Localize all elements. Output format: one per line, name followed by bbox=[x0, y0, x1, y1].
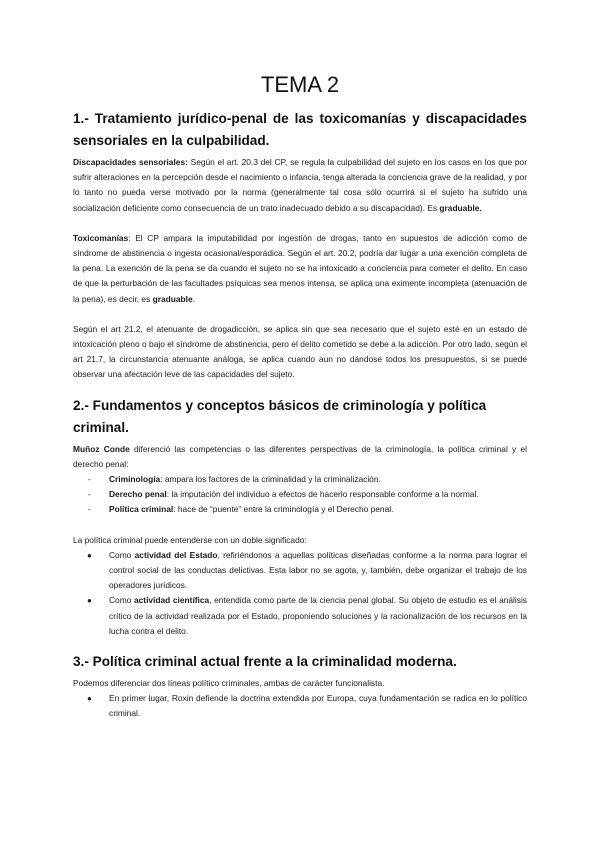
list-item: - Criminología: ampara los factores de la criminalidad y la criminalización. bbox=[88, 474, 381, 485]
paragraph-doble-significado: La política criminal puede entenderse con un doble significado: bbox=[73, 534, 307, 545]
list-item: ● Como actividad del Estado, refiriéndonos a aquellas políticas diseñadas conforme a la norma para lograr el control social de las conductas delictivas. Esta labor no se agota, y, también, debe organizar el trabajo de los operadores jurídicos. bbox=[87, 549, 528, 591]
bullet-icon: ● bbox=[87, 596, 92, 606]
section-2-heading: 2.- Fundamentos y conceptos básicos de criminología y política criminal. bbox=[73, 397, 487, 435]
graduable-label: graduable bbox=[152, 293, 193, 304]
lines-list bbox=[73, 691, 527, 721]
term-discapacidades: Discapacidades sensoriales: bbox=[73, 157, 188, 167]
meanings-list bbox=[73, 548, 527, 639]
paragraph-toxicomanias: Toxicomanías: El CP ampara la imputabilidad por ingestión de drogas, tanto en supuestos de adicción como de síndrome de abstinencia o ingesta ocasional/esporádica. Según el art. 20.2, podría dar lugar a una exención completa de la pena. La exención de la pena se da cuando el sujeto no se ha intoxicado a conciencia para cometer el delito. En caso de que la perturbación de las facultades psíquicas sea menos intensa, se aplica una eximente incompleta (atenuación de la pena), es decir, es graduable. bbox=[73, 232, 527, 304]
paragraph-discapacidades: Discapacidades sensoriales: Según el art. 20.3 del CP, se regula la culpabilidad del sujeto en los casos en los que por sufrir alteraciones en la percepción desde el nacimiento o infancia, tenga alterada la conciencia grave de la realidad, y por lo tanto no pueda verse motivado por la norma (generalmente tal cosa sólo ocurrirá si el sujeto ha sufrido una socialización deficiente como consecuencia de un trato inadecuado debido a su discapacidad). Es graduable. bbox=[73, 157, 527, 213]
term-toxicomanias: Toxicomanías bbox=[73, 232, 129, 243]
section-1 bbox=[73, 108, 527, 383]
section-2 bbox=[73, 395, 527, 639]
graduable-label: graduable. bbox=[439, 202, 482, 213]
document-page bbox=[73, 72, 527, 722]
list-item: ● En primer lugar, Roxin defiende la doctrina extendida por Europa, cuya fundamentación se radica en lo político criminal. bbox=[87, 693, 527, 719]
list-item: ● Como actividad científica, entendida como parte de la ciencia penal global. Su objeto de estudio es el análisis crítico de la actividad realizada por el Estado, proponiendo soluciones y la racionalización de los recursos en la lucha contra el delito. bbox=[87, 595, 527, 636]
paragraph-lineas: Podemos diferenciar dos líneas político criminales, ambas de carácter funcionalista. bbox=[73, 678, 385, 689]
perspectives-list bbox=[73, 472, 527, 518]
page-title: TEMA 2 bbox=[260, 72, 340, 97]
author-name: Muñoz Conde bbox=[73, 443, 130, 454]
list-item: - Derecho penal: la imputación del individuo a efectos de hacerlo responsable conforme a la normal. bbox=[88, 489, 479, 500]
section-3-heading: 3.- Política criminal actual frente a la criminalidad moderna. bbox=[73, 654, 457, 670]
paragraph-munoz-conde: Muñoz Conde diferenció las competencias o las diferentes perspectivas de la criminología, la política criminal y el derecho penal: bbox=[73, 443, 527, 469]
bullet-icon: ● bbox=[87, 694, 92, 704]
section-3 bbox=[73, 651, 527, 722]
bullet-icon: ● bbox=[87, 550, 92, 560]
list-item: - Política criminal: hace de “puente” entre la criminología y el Derecho penal. bbox=[88, 504, 394, 515]
section-1-heading: 1.- Tratamiento jurídico-penal de las toxicomanías y discapacidades sensoriales en la culpabilidad. bbox=[73, 111, 527, 148]
paragraph-atenuante: Según el art 21.2, el atenuante de drogadicción, se aplica sin que sea necesario que el sujeto esté en un estado de intoxicación pleno o bajo el síndrome de abstinencia, pero el delito cometido se debe a la adicción. Por otro lado, según el art 21.7, la circunstancia atenuante análoga, se aplica cuando aun no dándose todos los presupuestos, si se puede observar una afectación leve de las capacidades del sujeto. bbox=[73, 323, 527, 380]
